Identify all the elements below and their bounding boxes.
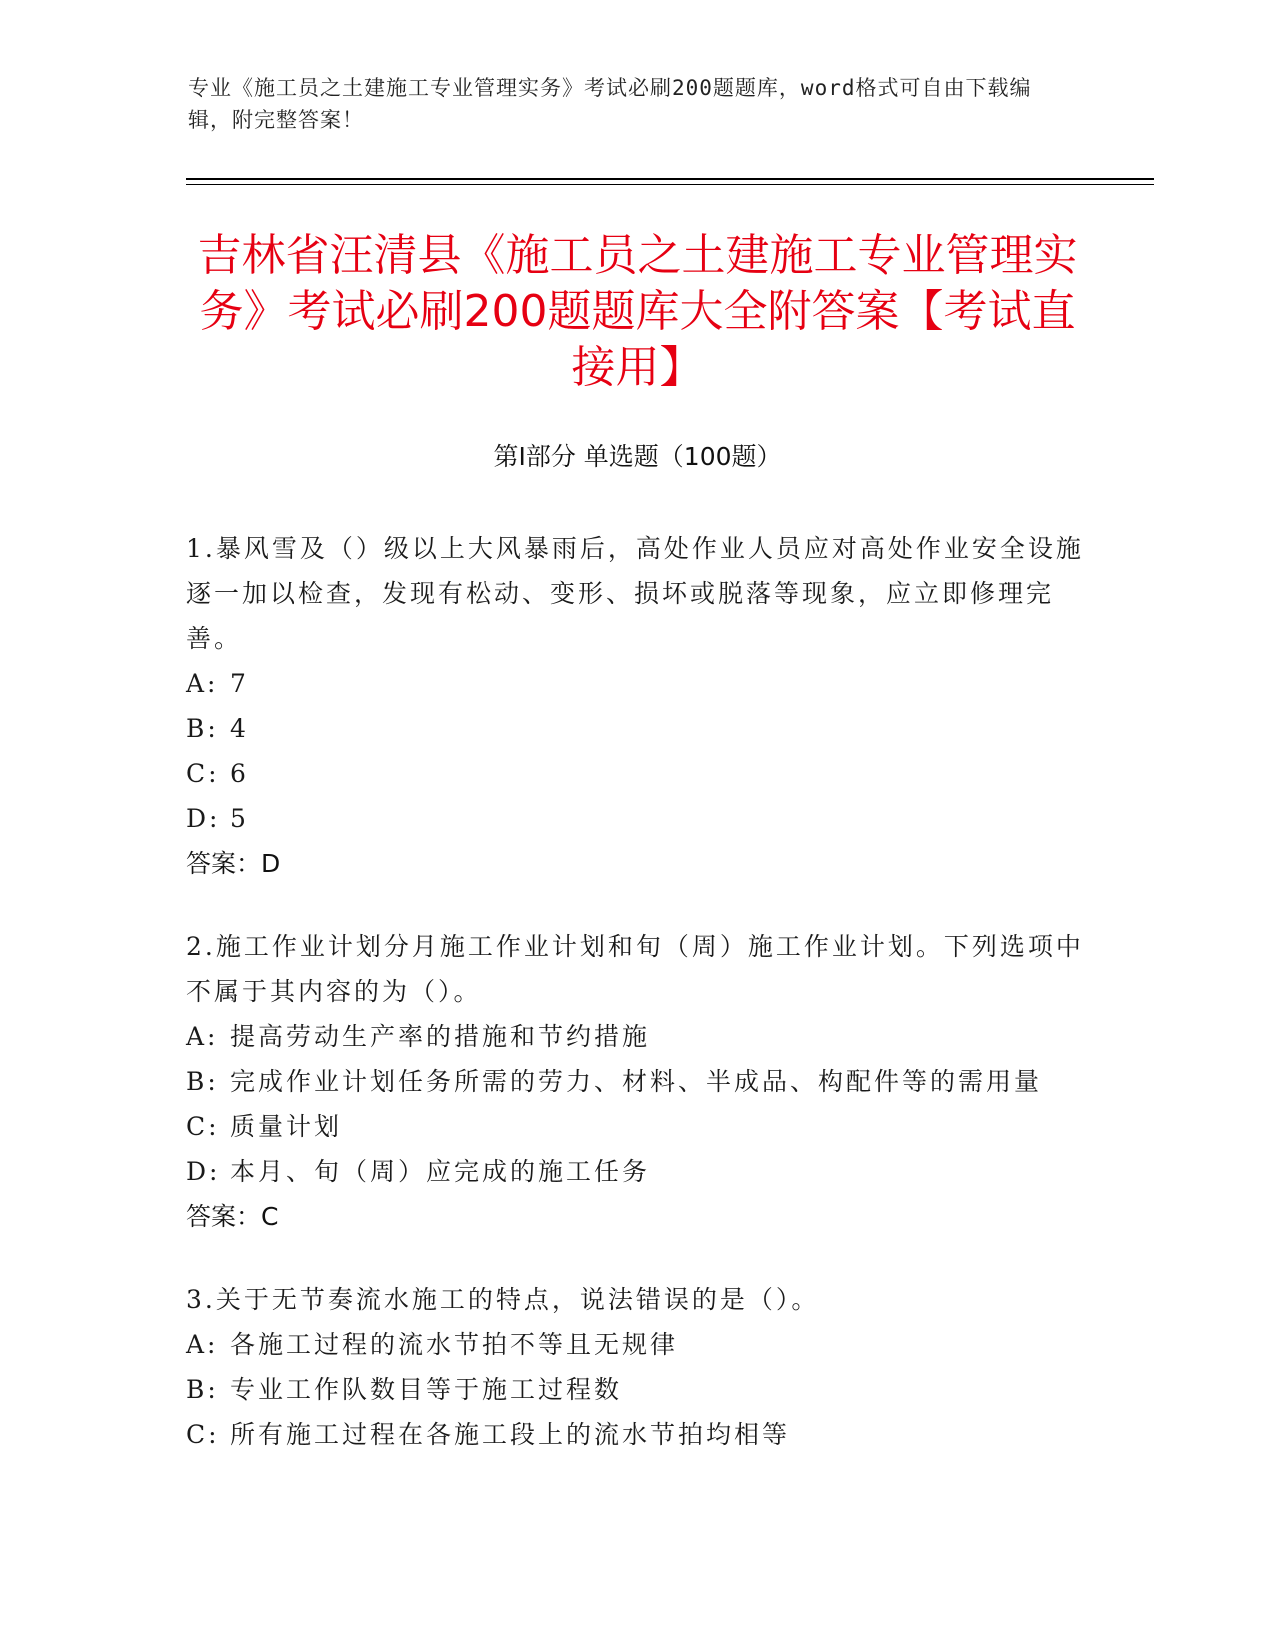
option-key: C: [186, 1420, 220, 1449]
option-b [186, 1059, 1086, 1104]
option-key: A: [186, 1330, 219, 1359]
option-c [186, 1104, 1086, 1149]
option-key: B: [186, 1067, 219, 1096]
option-a [186, 1322, 1086, 1367]
option-key: C: [186, 1112, 220, 1141]
header-rule-thick [186, 178, 1154, 180]
option-d [186, 1149, 1086, 1194]
question-1 [186, 526, 1086, 886]
header-note: 专业《施工员之土建施工专业管理实务》考试必刷200题题库，word格式可自由下载编辑，附完整答案！ [188, 76, 1032, 132]
option-text: 专业工作队数目等于施工过程数 [230, 1375, 623, 1404]
header-rule-thin [186, 184, 1154, 185]
question-stem: 3.关于无节奏流水施工的特点，说法错误的是（）。 [186, 1285, 820, 1314]
option-key: D: [186, 1157, 221, 1186]
option-key: A: [186, 1022, 219, 1051]
question-3 [186, 1277, 1086, 1457]
option-text: 完成作业计划任务所需的劳力、材料、半成品、构配件等的需用量 [230, 1067, 1043, 1096]
option-text: 5 [230, 804, 249, 833]
option-key: A: [186, 669, 219, 698]
option-text: 各施工过程的流水节拍不等且无规律 [230, 1330, 679, 1359]
option-key: D: [186, 804, 221, 833]
question-2 [186, 924, 1086, 1239]
option-text: 提高劳动生产率的措施和节约措施 [230, 1022, 651, 1051]
option-text: 6 [230, 759, 249, 788]
option-text: 所有施工过程在各施工段上的流水节拍均相等 [230, 1420, 791, 1449]
option-c [186, 1412, 1086, 1457]
section-heading: 第Ⅰ部分 单选题（100题） [493, 442, 782, 471]
option-key: B: [186, 1375, 219, 1404]
option-key: B: [186, 714, 219, 743]
option-text: 质量计划 [230, 1112, 343, 1141]
answer-line: 答案：D [186, 849, 281, 878]
option-a [186, 1014, 1086, 1059]
option-b [186, 1367, 1086, 1412]
option-text: 4 [230, 714, 249, 743]
question-stem: 2.施工作业计划分月施工作业计划和旬（周）施工作业计划。下列选项中不属于其内容的为（）。 [186, 932, 1084, 1006]
document-title: 吉林省汪清县《施工员之土建施工专业管理实务》考试必刷200题题库大全附答案【考试直接用】 [197, 230, 1078, 393]
question-list [186, 526, 1086, 1495]
option-key: C: [186, 759, 220, 788]
option-text: 7 [230, 669, 249, 698]
answer-line: 答案：C [186, 1202, 279, 1231]
option-a [186, 661, 1086, 706]
option-text: 本月、旬（周）应完成的施工任务 [230, 1157, 651, 1186]
option-c [186, 751, 1086, 796]
option-b [186, 706, 1086, 751]
question-stem: 1.暴风雪及（）级以上大风暴雨后，高处作业人员应对高处作业安全设施逐一加以检查，发现有松动、变形、损坏或脱落等现象，应立即修理完善。 [186, 534, 1084, 653]
option-d [186, 796, 1086, 841]
